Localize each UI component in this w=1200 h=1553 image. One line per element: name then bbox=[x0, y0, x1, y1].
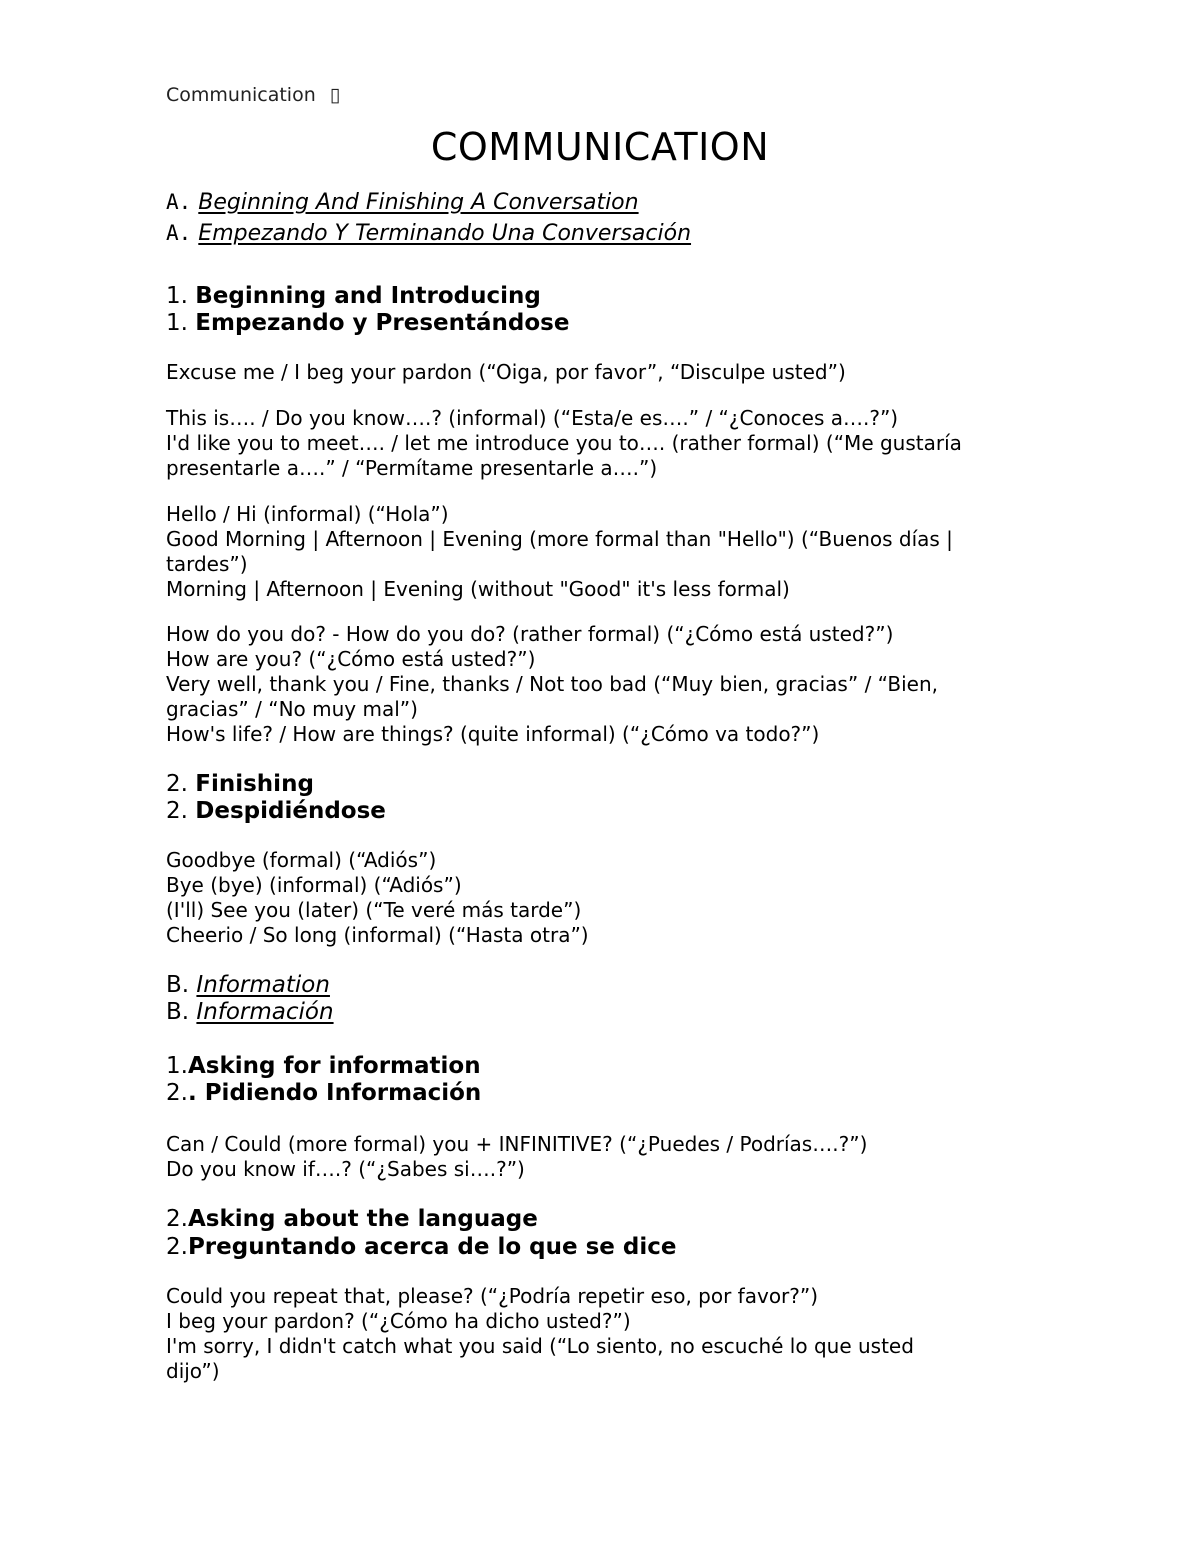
text-line: Excuse me / I beg your pardon (“Oiga, por favor”, “Disculpe usted”) bbox=[166, 360, 846, 384]
text-line: Can / Could (more formal) you + INFINITIVE? (“¿Puedes / Podrías….?”) bbox=[166, 1132, 868, 1156]
subsection-title: . Pidiendo Información bbox=[187, 1080, 482, 1106]
subsection-number: 1. bbox=[166, 1053, 188, 1079]
text-line: Bye (bye) (informal) (“Adiós”) bbox=[166, 873, 462, 897]
subsection-a1-en bbox=[166, 283, 541, 310]
header-text: Communication bbox=[166, 84, 316, 106]
subsection-title: Despidiéndose bbox=[195, 798, 386, 824]
text-line: dijo”) bbox=[166, 1359, 220, 1383]
section-a-heading-es bbox=[166, 219, 691, 248]
subsection-a1-es bbox=[166, 310, 569, 337]
subsection-title: Asking for information bbox=[187, 1053, 481, 1079]
paragraph-how-are-you bbox=[166, 622, 1036, 747]
section-title: Información bbox=[196, 999, 334, 1025]
section-letter: B. bbox=[166, 972, 190, 998]
subsection-title: Asking about the language bbox=[187, 1206, 538, 1232]
section-letter: A. bbox=[166, 221, 192, 245]
text-line: This is…. / Do you know….? (informal) (“Esta/e es….” / “¿Conoces a….?”) bbox=[166, 406, 899, 430]
subsection-b1-en bbox=[166, 1053, 481, 1080]
subsection-a2-es bbox=[166, 798, 386, 825]
text-line: Cheerio / So long (informal) (“Hasta otra”) bbox=[166, 923, 589, 947]
subsection-number: 2. bbox=[166, 1080, 188, 1106]
subsection-title: Preguntando acerca de lo que se dice bbox=[187, 1234, 677, 1260]
text-line: Could you repeat that, please? (“¿Podría repetir eso, por favor?”) bbox=[166, 1284, 819, 1308]
subsection-number: 2. bbox=[166, 1206, 188, 1232]
section-b-heading-en bbox=[166, 971, 330, 999]
text-line: I beg your pardon? (“¿Cómo ha dicho usted?”) bbox=[166, 1309, 631, 1333]
text-line: I'm sorry, I didn't catch what you said (“Lo siento, no escuché lo que usted bbox=[166, 1334, 914, 1358]
paragraph-asking-language bbox=[166, 1284, 1036, 1384]
text-line: gracias” / “No muy mal”) bbox=[166, 697, 418, 721]
text-line: How's life? / How are things? (quite informal) (“¿Cómo va todo?”) bbox=[166, 722, 820, 746]
paragraph-excuse-me bbox=[166, 360, 1036, 385]
subsection-b2-en bbox=[166, 1206, 538, 1233]
section-title: Beginning And Finishing A Conversation bbox=[198, 190, 639, 215]
text-line: Very well, thank you / Fine, thanks / Not too bad (“Muy bien, gracias” / “Bien, bbox=[166, 672, 939, 696]
section-title: Empezando Y Terminando Una Conversación bbox=[198, 221, 692, 246]
text-line: Goodbye (formal) (“Adiós”) bbox=[166, 848, 437, 872]
page-header bbox=[166, 84, 340, 106]
section-letter: A. bbox=[166, 190, 192, 214]
text-line: presentarle a….” / “Permítame presentarle a….”) bbox=[166, 456, 658, 480]
document-title: COMMUNICATION bbox=[430, 125, 770, 169]
subsection-number: 2. bbox=[166, 798, 188, 824]
text-line: Good Morning | Afternoon | Evening (more formal than "Hello") (“Buenos días | bbox=[166, 527, 953, 551]
paragraph-greetings bbox=[166, 502, 1036, 602]
subsection-b1-es bbox=[166, 1080, 481, 1107]
subsection-b2-es bbox=[166, 1234, 676, 1261]
text-line: Morning | Afternoon | Evening (without "Good" it's less formal) bbox=[166, 577, 790, 601]
text-line: I'd like you to meet…. / let me introduce you to…. (rather formal) (“Me gustaría bbox=[166, 431, 962, 455]
section-a-heading-en bbox=[166, 188, 639, 217]
subsection-title: Finishing bbox=[195, 771, 314, 797]
subsection-a2-en bbox=[166, 771, 314, 798]
subsection-number: 2. bbox=[166, 1234, 188, 1260]
paragraph-goodbyes bbox=[166, 848, 1036, 948]
section-letter: B. bbox=[166, 999, 190, 1025]
subsection-number: 1. bbox=[166, 283, 188, 309]
text-line: How do you do? - How do you do? (rather formal) (“¿Cómo está usted?”) bbox=[166, 622, 894, 646]
subsection-number: 2. bbox=[166, 771, 188, 797]
page-number-marker: ▯ bbox=[329, 84, 341, 106]
paragraph-introductions bbox=[166, 406, 1036, 481]
subsection-number: 1. bbox=[166, 310, 188, 336]
subsection-title: Empezando y Presentándose bbox=[195, 310, 570, 336]
subsection-title: Beginning and Introducing bbox=[195, 283, 541, 309]
text-line: How are you? (“¿Cómo está usted?”) bbox=[166, 647, 536, 671]
text-line: Do you know if….? (“¿Sabes si….?”) bbox=[166, 1157, 525, 1181]
text-line: Hello / Hi (informal) (“Hola”) bbox=[166, 502, 449, 526]
section-title: Information bbox=[196, 972, 330, 998]
text-line: (I'll) See you (later) (“Te veré más tarde”) bbox=[166, 898, 582, 922]
section-b-heading-es bbox=[166, 998, 334, 1026]
paragraph-asking-information bbox=[166, 1132, 1036, 1182]
text-line: tardes”) bbox=[166, 552, 248, 576]
